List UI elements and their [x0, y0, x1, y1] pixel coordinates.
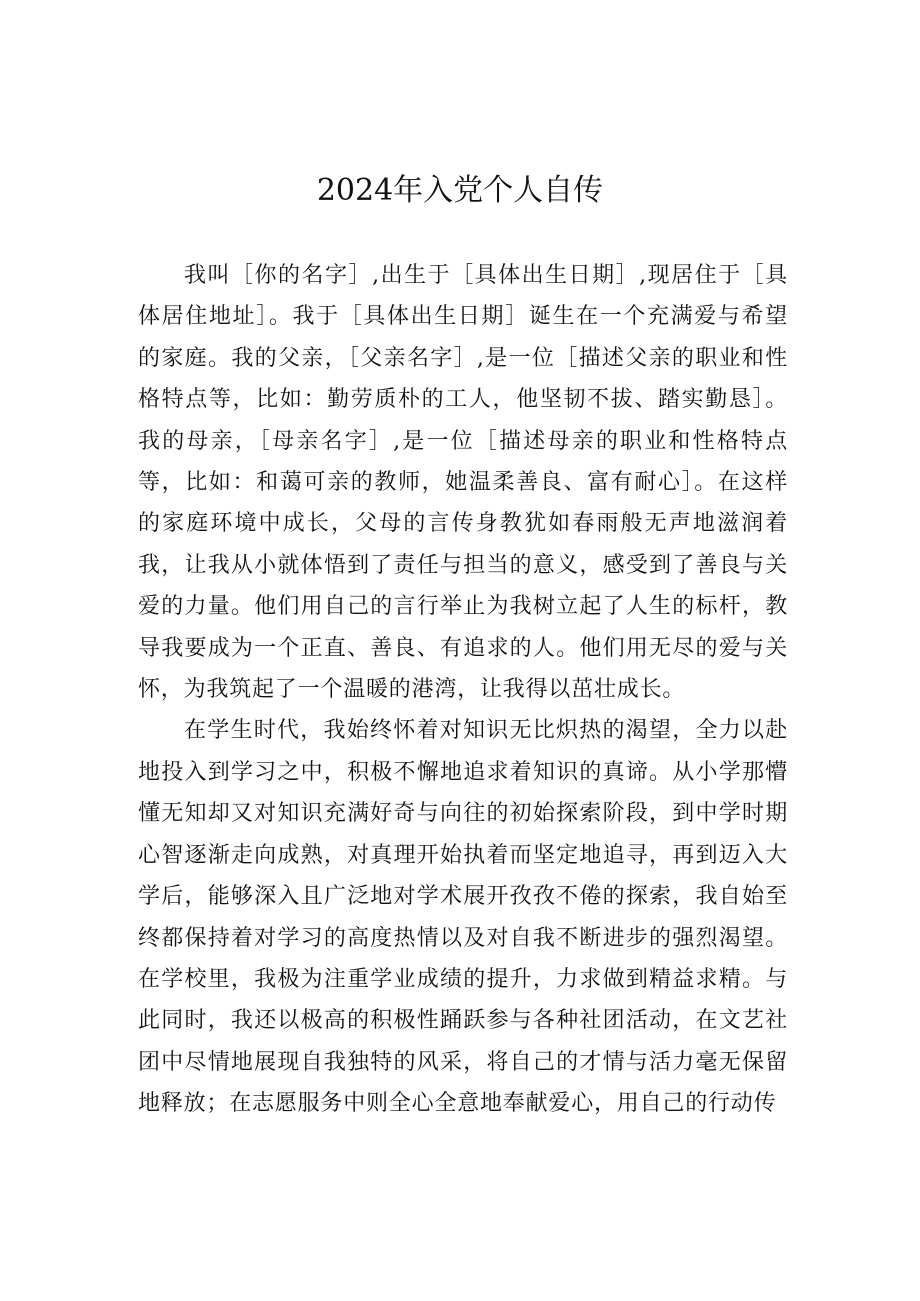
paragraph-family: 我叫［你的名字］,出生于［具体出生日期］,现居住于［具体居住地址］。我于［具体出生日期］诞生在一个充满爱与希望的家庭。我的父亲，［父亲名字］,是一位［描述父亲的职业和性格特点等，比如：勤劳质朴的工人，他坚韧不拔、踏实勤恳］。我的母亲，［母亲名字］,是一位［描述母亲的职业和性格特点等，比如：和蔼可亲的教师，她温柔善良、富有耐心］。在这样的家庭环境中成长，父母的言传身教犹如春雨般无声地滋润着我，让我从小就体悟到了责任与担当的意义，感受到了善良与关爱的力量。他们用自己的言行举止为我树立起了人生的标杆，教导我要成为一个正直、善良、有追求的人。他们用无尽的爱与关怀，为我筑起了一个温暖的港湾，让我得以茁壮成长。 [138, 263, 788, 703]
document-body [138, 255, 788, 1125]
document-title: 2024年入党个人自传 [316, 173, 604, 208]
paragraph-school: 在学生时代，我始终怀着对知识无比炽热的渴望，全力以赴地投入到学习之中，积极不懈地追求着知识的真谛。从小学那懵懂无知却又对知识充满好奇与向往的初始探索阶段，到中学时期心智逐渐走向成熟，对真理开始执着而坚定地追寻，再到迈入大学后，能够深入且广泛地对学术展开孜孜不倦的探索，我自始至终都保持着对学习的高度热情以及对自我不断进步的强烈渴望。在学校里，我极为注重学业成绩的提升，力求做到精益求精。与此同时，我还以极高的积极性踊跃参与各种社团活动，在文艺社团中尽情地展现自我独特的风采，将自己的才情与活力毫无保留地释放；在志愿服务中则全心全意地奉献爱心，用自己的行动传 [138, 718, 788, 1117]
